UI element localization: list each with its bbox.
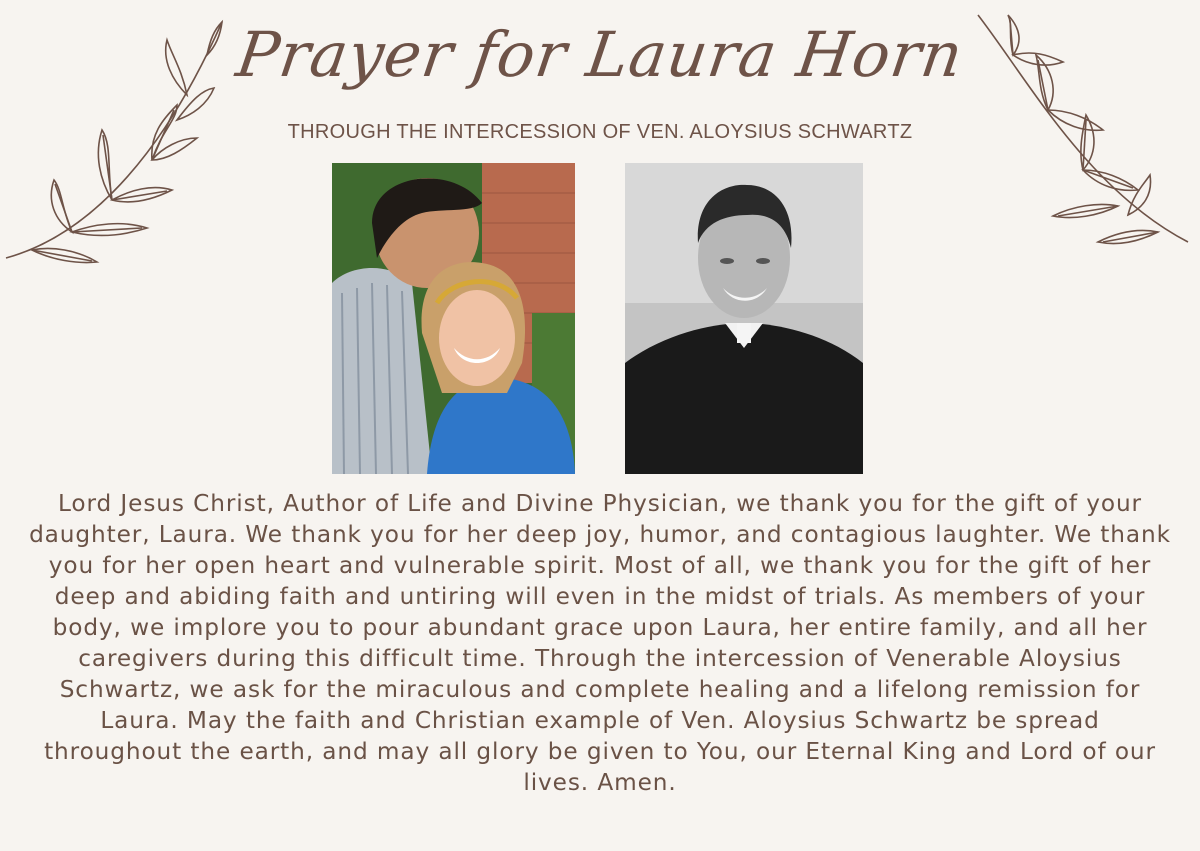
couple-photo: [332, 163, 575, 474]
page-title: Prayer for Laura Horn: [232, 18, 968, 91]
page-subtitle: THROUGH THE INTERCESSION OF VEN. ALOYSIUS SCHWARTZ: [287, 121, 913, 143]
prayer-text: Lord Jesus Christ, Author of Life and Divine Physician, we thank you for the gift of your daughter, Laura. We thank you for her deep joy, humor, and contagious laughter. We thank you for her open heart and vulnerable spirit. Most of all, we thank you for the gift of her deep and abiding faith and untiring will even in the midst of trials. As members of your body, we implore you to pour abundant grace upon Laura, her entire family, and all her caregivers during this difficult time. Through the intercession of Venerable Aloysius Schwartz, we ask for the miraculous and complete healing and a lifelong remission for Laura. May the faith and Christian example of Ven. Aloysius Schwartz be spread throughout the earth, and may all glory be given to You, our Eternal King and Lord of our lives. Amen.: [29, 490, 1171, 796]
priest-photo: [625, 163, 863, 474]
